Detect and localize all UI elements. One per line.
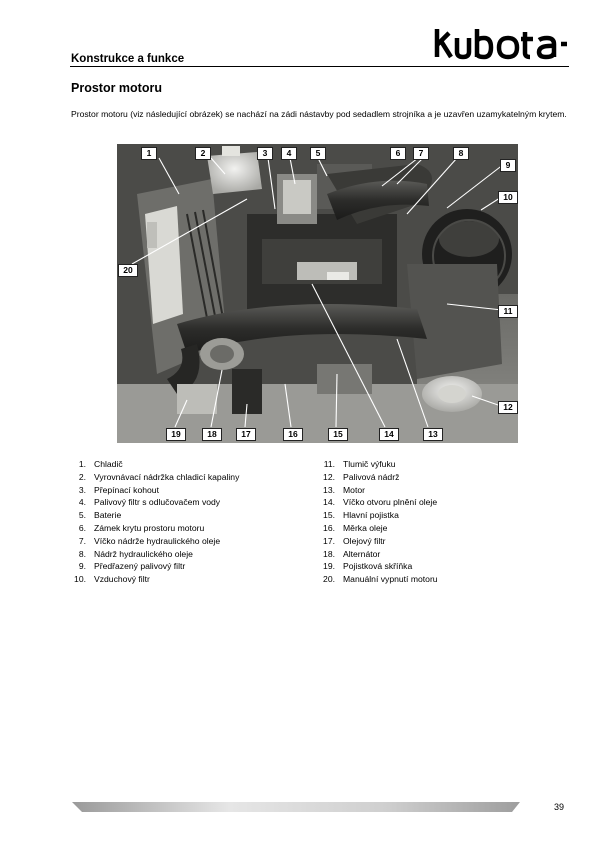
kubota-logo <box>433 26 571 60</box>
item-number: 4. <box>78 497 86 508</box>
item-number: 3. <box>78 484 86 495</box>
callout-6: 6 <box>390 147 406 160</box>
item-number: 7. <box>78 535 86 546</box>
callout-10: 10 <box>498 191 518 204</box>
item-label: Přepínací kohout <box>94 484 159 495</box>
item-label: Nádrž hydraulického oleje <box>94 548 193 559</box>
item-label: Víčko nádrže hydraulického oleje <box>94 535 221 546</box>
item-label: Manuální vypnutí motoru <box>343 574 438 585</box>
item-label: Palivová nádrž <box>343 471 400 482</box>
callout-3: 3 <box>257 147 273 160</box>
list-item <box>313 509 438 522</box>
callout-2: 2 <box>195 147 211 160</box>
page-number: 39 <box>554 802 565 812</box>
item-number: 10. <box>74 574 86 585</box>
item-number: 13. <box>323 484 335 495</box>
callout-19: 19 <box>166 428 186 441</box>
callout-9: 9 <box>500 159 516 172</box>
list-item <box>313 496 438 509</box>
item-number: 2. <box>78 471 86 482</box>
callout-8: 8 <box>453 147 469 160</box>
footer-decor-bar <box>72 800 520 814</box>
item-label: Palivový filtr s odlučovačem vody <box>94 497 221 508</box>
item-number: 1. <box>78 459 86 469</box>
item-number: 16. <box>323 522 335 533</box>
list-item <box>313 548 438 561</box>
item-number: 14. <box>323 497 335 508</box>
callout-14: 14 <box>379 428 399 441</box>
header-section-title: Konstrukce a funkce <box>71 53 185 65</box>
item-label: Tlumič výfuku <box>343 459 396 469</box>
item-label: Baterie <box>94 510 122 521</box>
callout-17: 17 <box>236 428 256 441</box>
callout-13: 13 <box>423 428 443 441</box>
item-label: Olejový filtr <box>343 535 386 546</box>
list-item <box>64 471 239 484</box>
list-item <box>64 522 239 535</box>
item-number: 11. <box>323 459 335 469</box>
list-item <box>313 484 438 497</box>
list-item <box>64 509 239 522</box>
item-number: 5. <box>78 510 86 521</box>
list-item <box>64 496 239 509</box>
callout-11: 11 <box>498 305 518 318</box>
callout-15: 15 <box>328 428 348 441</box>
item-number: 19. <box>323 561 335 572</box>
list-item <box>64 484 239 497</box>
item-label: Vzduchový filtr <box>94 574 150 585</box>
list-item <box>64 535 239 548</box>
list-item <box>64 458 239 471</box>
callout-4: 4 <box>281 147 297 160</box>
callout-7: 7 <box>413 147 429 160</box>
item-number: 8. <box>78 548 86 559</box>
item-label: Alternátor <box>343 548 381 559</box>
callout-20: 20 <box>118 264 138 277</box>
list-item <box>313 573 438 586</box>
engine-photo-illustration <box>117 144 518 443</box>
list-item <box>313 560 438 573</box>
item-label: Víčko otvoru plnění oleje <box>343 497 438 508</box>
list-item <box>313 471 438 484</box>
item-number: 15. <box>323 510 335 521</box>
item-label: Předřazený palivový filtr <box>94 561 186 572</box>
item-label: Hlavní pojistka <box>343 510 399 521</box>
engine-compartment-photo <box>117 144 518 443</box>
list-item <box>313 535 438 548</box>
parts-list-right <box>313 458 438 586</box>
item-label: Chladič <box>94 459 123 469</box>
item-number: 18. <box>323 548 335 559</box>
list-item <box>64 548 239 561</box>
callout-16: 16 <box>283 428 303 441</box>
list-item <box>313 458 438 471</box>
item-label: Vyrovnávací nádržka chladicí kapaliny <box>94 471 240 482</box>
list-item <box>313 522 438 535</box>
list-item <box>64 573 239 586</box>
item-number: 9. <box>78 561 86 572</box>
parts-list-left <box>64 458 239 586</box>
item-number: 6. <box>78 522 86 533</box>
intro-paragraph: Prostor motoru (viz následující obrázek) se nachází na zádi nástavby pod sedadlem strojníka a je uzavřen uzamykatelným krytem. <box>71 109 567 119</box>
item-label: Zámek krytu prostoru motoru <box>94 522 205 533</box>
item-number: 12. <box>323 471 335 482</box>
list-item <box>64 560 239 573</box>
item-label: Měrka oleje <box>343 522 388 533</box>
page-title: Prostor motoru <box>71 81 162 95</box>
callout-1: 1 <box>141 147 157 160</box>
item-number: 20. <box>323 574 335 585</box>
header-rule <box>70 66 569 67</box>
callout-12: 12 <box>498 401 518 414</box>
item-number: 17. <box>323 535 335 546</box>
item-label: Motor <box>343 484 365 495</box>
callout-5: 5 <box>310 147 326 160</box>
item-label: Pojistková skříňka <box>343 561 413 572</box>
callout-18: 18 <box>202 428 222 441</box>
